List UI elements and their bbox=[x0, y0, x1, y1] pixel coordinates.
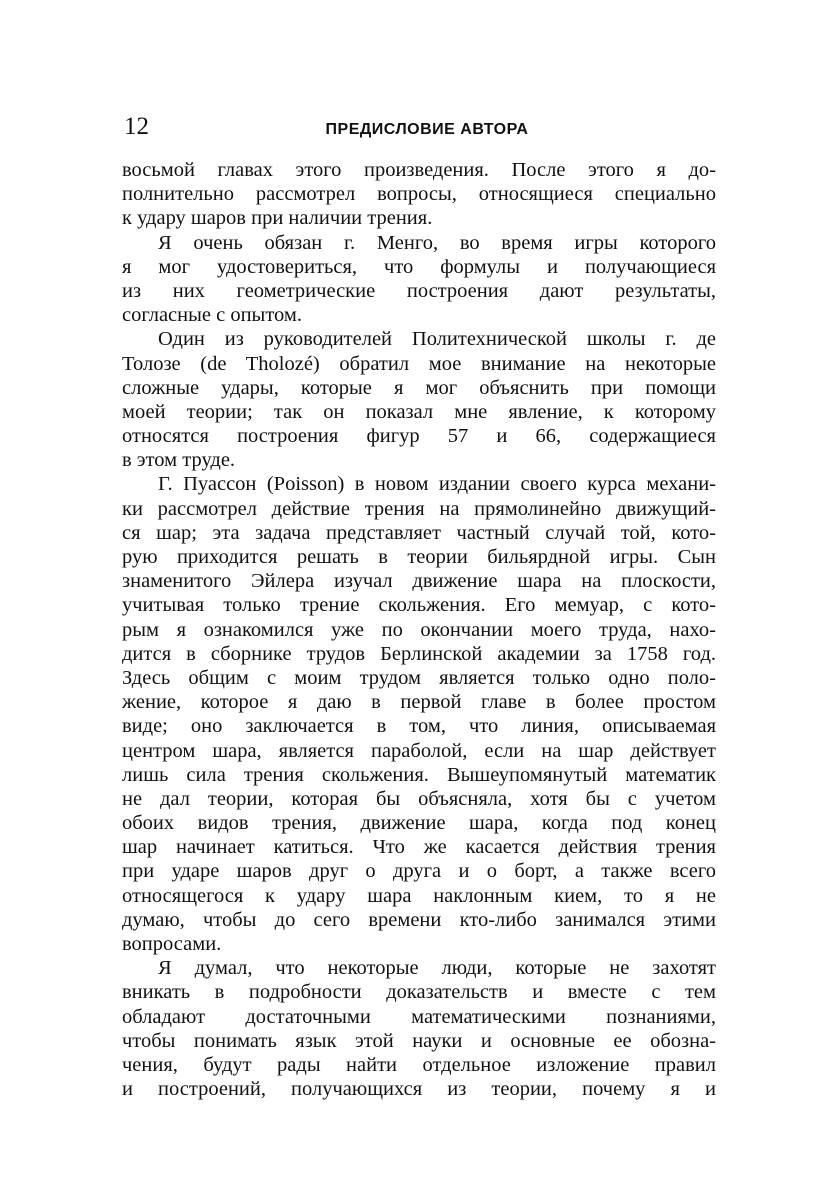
text-line: обоих видов трения, движение шара, когда под конец bbox=[122, 812, 716, 835]
text-line: чения, будут рады найти отдельное изложение правил bbox=[122, 1053, 716, 1076]
text-line: относящегося к удару шара наклонным кием, то я не bbox=[122, 884, 716, 907]
text-line: виде; оно заключается в том, что линия, описываемая bbox=[122, 715, 716, 738]
text-line: рую приходится решать в теории бильярдной игры. Сын bbox=[122, 546, 716, 568]
text-line: вникать в подробности доказательств и вместе с тем bbox=[122, 981, 716, 1004]
text-line: при ударе шаров друг о друга и о борт, а также всего bbox=[122, 860, 716, 883]
text-line: рым я ознакомился уже по окончании моего труда, нахо- bbox=[122, 618, 716, 641]
text-line: жение, которое я даю в первой главе в более простом bbox=[122, 691, 716, 714]
text-line: вопросами. bbox=[122, 933, 222, 955]
text-line: ся шар; эта задача представляет частный случай той, кото- bbox=[122, 521, 716, 544]
text-line: ки рассмотрел действие трения на прямолинейно движущий- bbox=[122, 497, 716, 520]
text-line: из них геометрические построения дают результаты, bbox=[122, 279, 716, 302]
text-line: знаменитого Эйлера изучал движение шара на плоскости, bbox=[122, 570, 716, 593]
text-line: думаю, чтобы до сего времени кто-либо занимался этими bbox=[122, 908, 716, 931]
text-line: восьмой главах этого произведения. После этого я до- bbox=[122, 159, 716, 181]
text-line: я мог удостовериться, что формулы и получающиеся bbox=[122, 255, 716, 278]
running-title: ПРЕДИСЛОВИЕ АВТОРА bbox=[325, 121, 529, 138]
text-line: в этом труде. bbox=[122, 449, 236, 472]
text-line: Один из руководителей Политехнической школы г. де bbox=[158, 328, 716, 351]
text-line: чтобы понимать язык этой науки и основные ее обозна- bbox=[122, 1029, 716, 1052]
text-line: дится в сборнике трудов Берлинской академии за 1758 год. bbox=[122, 642, 716, 665]
text-line: центром шара, является параболой, если на шар действует bbox=[122, 739, 716, 762]
text-line: Я очень обязан г. Менго, во время игры которого bbox=[158, 231, 716, 254]
text-line: моей теории; так он показал мне явление, к которому bbox=[122, 400, 716, 423]
text-line: согласные с опытом. bbox=[122, 304, 302, 327]
text-line: Г. Пуассон (Poisson) в новом издании своего курса механи- bbox=[158, 473, 716, 496]
text-line: шар начинает катиться. Что же касается действия трения bbox=[122, 836, 716, 859]
body-text bbox=[122, 158, 716, 1101]
text-line: учитывая только трение скольжения. Его мемуар, с кото- bbox=[122, 594, 716, 617]
text-line: относятся построения фигур 57 и 66, содержащиеся bbox=[122, 425, 716, 448]
text-line: и построений, получающихся из теории, почему я и bbox=[122, 1078, 716, 1101]
text-line: сложные удары, которые я мог объяснить при помощи bbox=[122, 376, 716, 399]
text-line: Толозе (de Tholozé) обратил мое внимание на некоторые bbox=[122, 352, 716, 375]
text-line: Здесь общим с моим трудом является только одно поло- bbox=[122, 666, 716, 689]
text-line: полнительно рассмотрел вопросы, относящиеся специально bbox=[122, 183, 716, 206]
text-line: не дал теории, которая бы объясняла, хотя бы с учетом bbox=[122, 787, 716, 810]
text-line: лишь сила трения скольжения. Вышеупомянутый математик bbox=[122, 763, 716, 786]
text-line: Я думал, что некоторые люди, которые не захотят bbox=[158, 957, 716, 980]
text-line: к удару шаров при наличии трения. bbox=[122, 207, 433, 230]
page-number: 12 bbox=[124, 113, 149, 140]
text-line: обладают достаточными математическими познаниями, bbox=[122, 1005, 716, 1028]
